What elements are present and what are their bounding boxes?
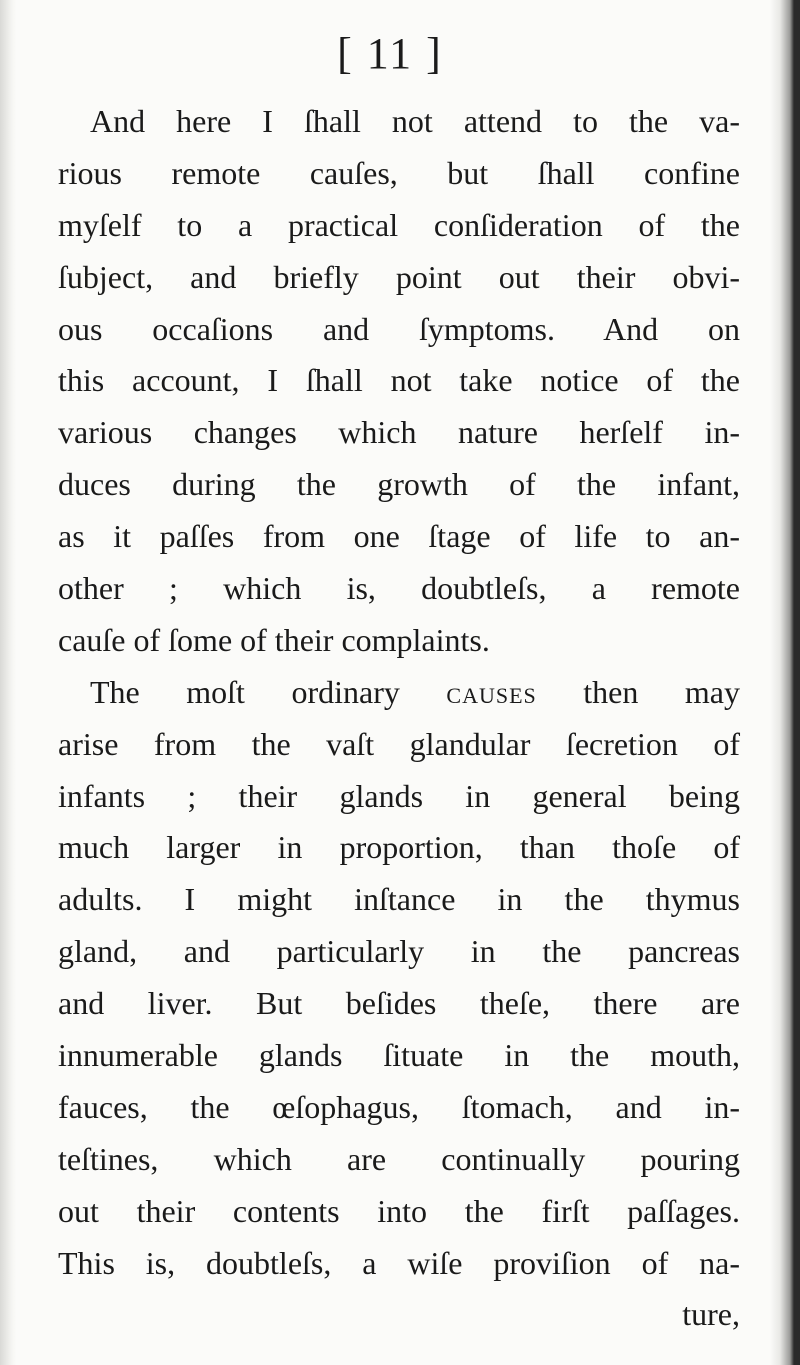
text-line: and liver. But beſides theſe, there are: [58, 985, 740, 1022]
text-line: adults. I might inſtance in the thymus: [58, 881, 740, 918]
text-line: And here I ſhall not attend to the va-: [90, 103, 740, 139]
text-line: cauſe of ſome of their complaints.: [58, 621, 490, 658]
text-line: myſelf to a practical conſideration of the: [58, 206, 740, 243]
text-line: much larger in proportion, than thoſe of: [58, 829, 740, 866]
text-line: ous occaſions and ſymptoms. And on: [58, 310, 740, 347]
text-span: then may: [536, 673, 741, 710]
text-line: this account, I ſhall not take notice of the: [58, 362, 740, 399]
text-line: infants ; their glands in general being: [58, 777, 740, 814]
text-line: duces during the growth of the infant,: [58, 466, 740, 503]
page-left-shadow: [0, 0, 16, 1365]
text-span: The moſt ordinary: [90, 673, 447, 710]
text-line: various changes which nature herſelf in-: [58, 414, 740, 451]
text-line: arise from the vaſt glandular ſecretion of: [58, 725, 740, 762]
text-line: as it paſſes from one ſtage of life to an-: [58, 518, 740, 555]
text-line: out their contents into the firſt paſſages.: [58, 1192, 740, 1229]
smallcaps-word: causes: [446, 673, 537, 710]
page-number: [ 11 ]: [337, 29, 443, 78]
text-line: gland, and particularly in the pancreas: [58, 933, 740, 970]
text-line: fauces, the œſophagus, ſtomach, and in-: [58, 1088, 740, 1125]
page-right-edge: [770, 0, 800, 1365]
text-line: teſtines, which are continually pouring: [58, 1140, 740, 1177]
text-line: innumerable glands ſituate in the mouth,: [58, 1037, 740, 1074]
text-line: This is, doubtleſs, a wiſe proviſion of na-: [58, 1244, 740, 1281]
text-line-with-smallcaps: [58, 667, 740, 719]
body-text: [58, 96, 740, 1341]
catchword: ture,: [682, 1296, 740, 1333]
text-line: other ; which is, doubtleſs, a remote: [58, 570, 740, 607]
text-line: rious remote cauſes, but ſhall confine: [58, 154, 740, 191]
text-line: ſubject, and briefly point out their obvi-: [58, 258, 740, 295]
